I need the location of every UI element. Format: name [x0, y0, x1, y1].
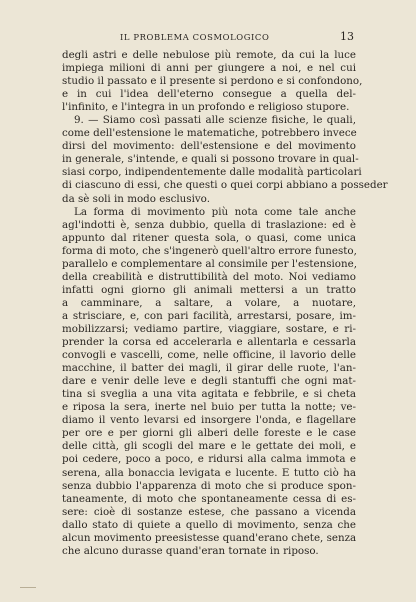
text-line: impiega milioni di anni per giungere a noi, e nel cui: [62, 62, 356, 75]
text-line: della creabilità e distruttibilità del moto. Noi vediamo: [62, 270, 356, 283]
text-line: e in cui l'idea dell'eterno consegue a quella del-: [62, 88, 356, 101]
paragraph: [62, 49, 363, 114]
text-line: appunto dal ritener questa sola, o quasi, come unica: [62, 231, 356, 244]
text-line: da sè soli in modo esclusivo.: [62, 192, 210, 205]
text-line: siasi corpo, indipendentemente dalle modalità particolari: [62, 166, 362, 179]
text-line: forma di moto, che s'ingenerò quell'altro errore funesto,: [62, 244, 357, 257]
text-line: degli astri e delle nebulose più remote, da cui la luce: [62, 49, 356, 61]
page-body: [62, 49, 388, 558]
text-line: per ore e per giorni gli alberi delle foreste e le case: [62, 427, 356, 440]
text-line: taneamente, di moto che spontaneamente cessa di es-: [62, 492, 356, 505]
text-line: dare e venir delle leve e degli stantuffi che ogni mat-: [62, 375, 356, 388]
page-number: 13: [340, 30, 354, 43]
text-line: l'infinito, e l'integra in un profondo e religioso stupore.: [62, 101, 350, 114]
text-line: convogli e vascelli, come, nelle officine, il lavorio delle: [62, 349, 356, 362]
text-line: alcun movimento preesistesse quand'erano chete, senza: [62, 531, 357, 544]
text-line: mobilizzarsi; vediamo partire, viaggiare, sostare, e ri-: [62, 322, 356, 335]
text-line: 9. — Siamo così passati alle scienze fisiche, le quali,: [74, 114, 356, 127]
text-line: come dell'estensione le matematiche, potrebbero invece: [62, 127, 357, 140]
text-line: di ciascuno di essi, che questi o quei corpi abbiano a posseder: [62, 179, 388, 192]
text-line: senza dubbio l'apparenza di moto che si produce spon-: [62, 479, 356, 492]
text-line: poi cedere, poco a poco, e ridursi alla calma immota e: [62, 453, 356, 466]
text-line: serena, alla bonaccia levigata e lucente. E tutto ciò ha: [62, 466, 356, 479]
text-line: a strisciare, e, con pari facilità, arrestarsi, posare, im-: [62, 309, 356, 322]
text-line: in generale, s'intende, e quali si possono trovare in qual-: [62, 153, 359, 166]
text-line: a camminare, a saltare, a volare, a nuotare,: [62, 296, 356, 309]
text-line: La forma di movimento più nota come tale anche: [74, 205, 356, 218]
text-line: macchine, il batter dei magli, il girar delle ruote, l'an-: [62, 362, 356, 375]
text-line: agl'indotti è, senza dubbio, quella di traslazione: ed è: [62, 218, 356, 231]
text-line: parallelo e complementare al consimile per l'estensione,: [62, 257, 357, 270]
paragraph: [62, 206, 356, 558]
text-line: dirsi del movimento: dell'estensione e del movimento: [62, 140, 356, 153]
text-line: dallo stato di quiete a quello di movimento, senza che: [62, 518, 356, 531]
text-line: studio il passato e il presente si perdono e si confondono,: [62, 75, 363, 88]
paragraph: [62, 114, 388, 205]
text-line: e riposa la sera, inerte nel buio per tutta la notte; ve-: [62, 401, 356, 414]
page-edge-mark: [20, 581, 36, 588]
text-line: che alcuno durasse quand'eran tornate in riposo.: [62, 544, 319, 557]
text-line: delle città, gli scogli del mare e le gettate dei moli, e: [62, 440, 356, 453]
text-line: tina si sveglia a una vita agitata e febbrile, e si cheta: [62, 388, 356, 401]
text-line: infatti ogni giorno gli animali mettersi a un tratto: [62, 283, 356, 296]
running-title: IL PROBLEMA COSMOLOGICO: [120, 32, 270, 42]
text-line: prender la corsa ed accelerarla e allentarla e cessarla: [62, 336, 356, 349]
text-line: sere: cioè di sostanze estese, che passano a vicenda: [62, 505, 356, 518]
running-header: [62, 32, 354, 46]
text-line: diamo il vento levarsi ed insorgere l'onda, e flagellare: [62, 414, 356, 427]
